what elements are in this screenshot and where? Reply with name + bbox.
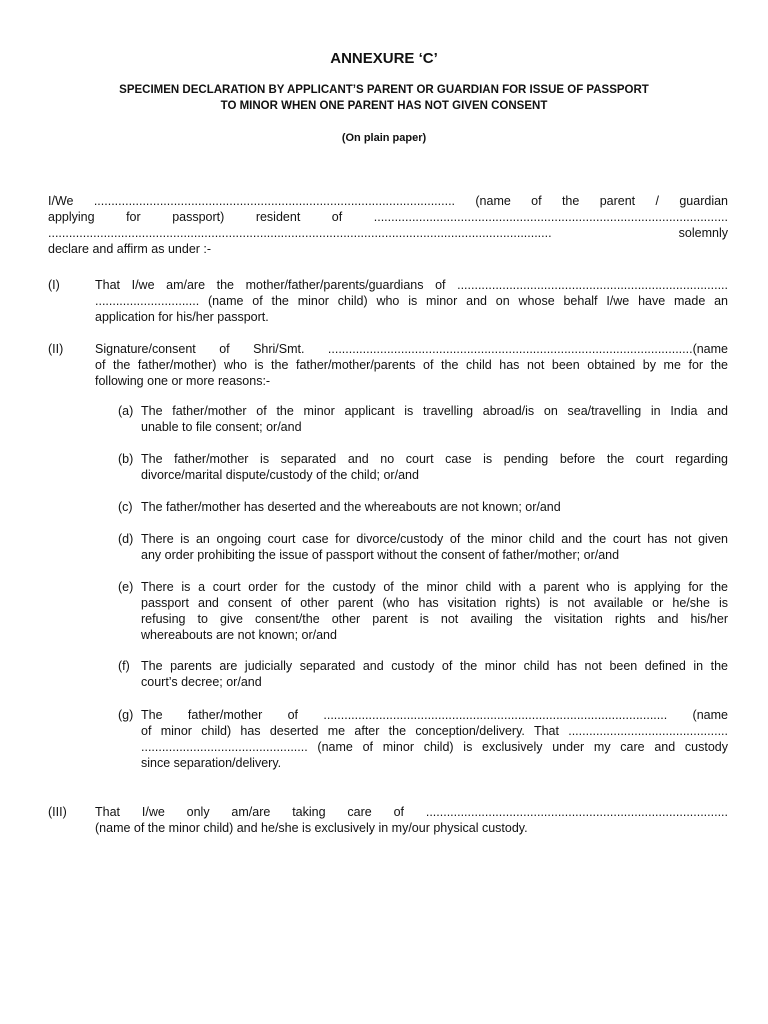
section-1-line: .............................. (name of the minor child) who is minor and on whose behalf I/we have made an	[95, 294, 728, 308]
section-2-line: Signature/consent of Shri/Smt. .........................................................................................................(name	[95, 342, 728, 356]
reason-line: unable to file consent; or/and	[141, 420, 302, 434]
reason-line: The father/mother of ................................................................................................... (name	[141, 708, 728, 722]
intro-line: I/We ........................................................................................................ (name of the parent / guardian	[48, 194, 728, 208]
reason-f-marker: (f)	[118, 659, 130, 673]
section-1-marker: (I)	[48, 278, 60, 292]
reason-d-marker: (d)	[118, 532, 134, 546]
reason-line: any order prohibiting the issue of passport without the consent of father/mother; or/and	[141, 548, 620, 562]
document-subtitle	[0, 82, 768, 114]
intro-line: applying for passport) resident of ......................................................................................................	[48, 210, 728, 224]
reason-line: The father/mother is separated and no court case is pending before the court regarding	[141, 452, 728, 466]
reason-b-text	[141, 451, 728, 483]
reason-line: divorce/marital dispute/custody of the child; or/and	[141, 468, 419, 482]
section-3-line: That I/we only am/are taking care of .......................................................................................	[95, 805, 728, 819]
section-2-line: following one or more reasons:-	[95, 374, 271, 388]
reason-line: There is a court order for the custody of the minor child with a parent who is applying for the	[141, 580, 728, 594]
reason-e-text	[141, 579, 728, 643]
intro-paragraph	[48, 193, 728, 257]
section-3-line: (name of the minor child) and he/she is exclusively in my/our physical custody.	[95, 821, 528, 835]
section-2-text	[95, 341, 728, 389]
reason-line: since separation/delivery.	[141, 756, 282, 770]
intro-line: ................................................................................................................................................. solemnly	[48, 226, 728, 240]
reason-line: ................................................ (name of minor child) is exclusively under my care and custody	[141, 740, 728, 754]
section-2-line: of the father/mother) who is the father/mother/parents of the child has not been obtained by me for the	[95, 358, 728, 372]
section-1-text	[95, 277, 728, 325]
reason-line: refusing to give consent/the other parent is not availing the visitation rights and his/her	[141, 612, 728, 626]
reason-c-marker: (c)	[118, 500, 133, 514]
intro-line: declare and affirm as under :-	[48, 242, 212, 256]
section-3-marker: (III)	[48, 805, 67, 819]
paper-note: (On plain paper)	[341, 132, 427, 144]
reason-c-text	[141, 499, 728, 515]
reason-g-marker: (g)	[118, 708, 134, 722]
annexure-title: ANNEXURE ‘C’	[330, 50, 438, 67]
section-1-line: That I/we am/are the mother/father/parents/guardians of ..............................................................................	[95, 278, 728, 292]
reason-line: The father/mother has deserted and the whereabouts are not known; or/and	[141, 500, 561, 514]
reason-line: The father/mother of the minor applicant is travelling abroad/is on sea/travelling in India and	[141, 404, 728, 418]
section-3-text	[95, 804, 728, 836]
reason-a-marker: (a)	[118, 404, 134, 418]
reason-g-text	[141, 707, 728, 771]
subtitle-line: SPECIMEN DECLARATION BY APPLICANT’S PARENT OR GUARDIAN FOR ISSUE OF PASSPORT	[119, 84, 649, 96]
reason-e-marker: (e)	[118, 580, 134, 594]
reason-b-marker: (b)	[118, 452, 134, 466]
reason-line: passport and consent of other parent (who has visitation rights) is not available or he/she is	[141, 596, 728, 610]
reason-line: The parents are judicially separated and custody of the minor child has not been defined in the	[141, 659, 728, 673]
reason-line: There is an ongoing court case for divorce/custody of the minor child and the court has not given	[141, 532, 728, 546]
reason-line: whereabouts are not known; or/and	[141, 628, 337, 642]
section-1-line: application for his/her passport.	[95, 310, 269, 324]
reason-a-text	[141, 403, 728, 435]
reason-line: court’s decree; or/and	[141, 675, 262, 689]
reason-line: of minor child) has deserted me after the conception/delivery. That ..............................................	[141, 724, 728, 738]
section-2-marker: (II)	[48, 342, 64, 356]
subtitle-line: TO MINOR WHEN ONE PARENT HAS NOT GIVEN CONSENT	[220, 100, 548, 112]
reason-d-text	[141, 531, 728, 563]
reason-f-text	[141, 658, 728, 690]
